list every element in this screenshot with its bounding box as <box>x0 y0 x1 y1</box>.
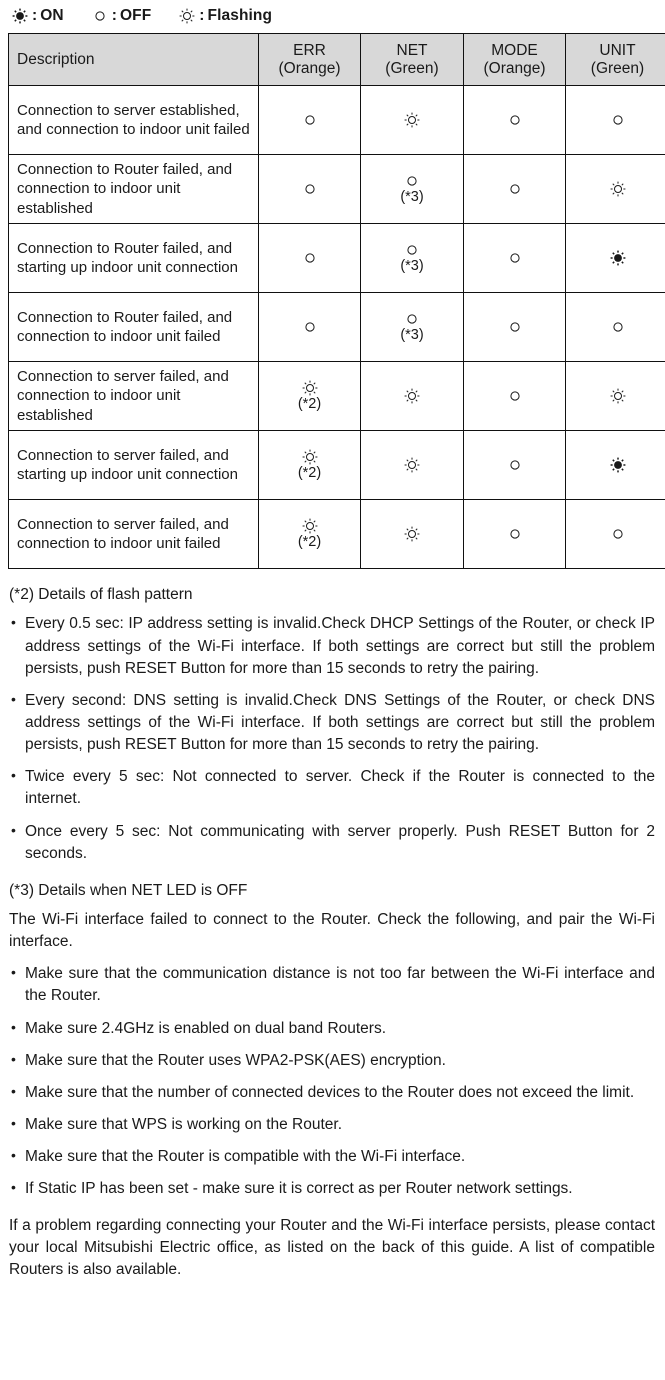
table-row <box>9 362 665 431</box>
led-flashing-icon <box>179 8 195 24</box>
row-description: Connection to Router failed, and connection to indoor unit failed <box>9 293 259 362</box>
led-footnote-marker: (*2) <box>297 395 322 412</box>
bullet-item: • If Static IP has been set - make sure it is correct as per Router network settings. <box>9 1178 655 1200</box>
led-status-indicator <box>361 112 463 128</box>
led-status-cell <box>464 362 566 431</box>
led-off-icon <box>92 8 108 24</box>
led-footnote-marker: (*3) <box>400 326 424 343</box>
note-3-closing: If a problem regarding connecting your Router and the Wi-Fi interface persists, please contact your local Mitsubishi Electric office, as listed on the back of this guide. A list of compatible Routers is also available. <box>9 1216 655 1278</box>
led-status-indicator <box>361 388 463 404</box>
table-header <box>9 34 665 86</box>
bullet-item: • Every 0.5 sec: IP address setting is invalid.Check DHCP Settings of the Router, or check IP address settings of the Wi-Fi interface. If both settings are correct but still the problem persists, push RESET Button for more than 15 seconds to retry the pairing. <box>9 613 655 679</box>
led-status-cell <box>259 155 361 224</box>
led-status-indicator <box>464 112 565 128</box>
table-body <box>9 86 665 569</box>
column-header-unit <box>566 34 665 86</box>
led-flashing-icon <box>610 181 626 197</box>
led-status-cell <box>566 362 665 431</box>
led-status-indicator <box>566 250 665 266</box>
led-status-cell <box>464 431 566 500</box>
led-status-indicator <box>259 449 360 481</box>
bullet-item: • Make sure that the communication distance is not too far between the Wi-Fi interface and the Router. <box>9 963 655 1007</box>
led-off-icon <box>610 526 626 542</box>
led-legend <box>0 0 665 31</box>
led-off-icon <box>507 388 523 404</box>
led-off-icon <box>507 181 523 197</box>
led-off-icon <box>404 311 420 327</box>
led-status-table <box>8 33 665 569</box>
note-3-intro: The Wi-Fi interface failed to connect to the Router. Check the following, and pair the Wi-Fi interface. <box>9 911 655 951</box>
led-status-indicator <box>259 380 360 412</box>
table-row <box>9 86 665 155</box>
led-off-icon <box>302 250 318 266</box>
column-header-mode <box>464 34 566 86</box>
led-status-indicator <box>464 181 565 197</box>
led-status-cell <box>566 500 665 569</box>
led-status-cell <box>361 431 464 500</box>
led-flashing-icon <box>404 526 420 542</box>
row-description: Connection to server failed, and starting up indoor unit connection <box>9 431 259 500</box>
led-status-indicator <box>566 181 665 197</box>
table-row <box>9 293 665 362</box>
column-header-title: ERR <box>293 42 326 59</box>
led-off-icon <box>507 319 523 335</box>
legend-separator: : <box>32 7 38 24</box>
bullet-item: • Make sure that the Router is compatible with the Wi-Fi interface. <box>9 1146 655 1168</box>
row-description: Connection to Router failed, and connection to indoor unit established <box>9 155 259 224</box>
led-status-indicator <box>259 319 360 335</box>
led-status-cell <box>259 293 361 362</box>
led-status-cell <box>361 224 464 293</box>
led-status-cell <box>259 224 361 293</box>
led-status-cell <box>361 500 464 569</box>
led-status-indicator <box>566 319 665 335</box>
led-status-cell <box>566 293 665 362</box>
led-footnote-marker: (*3) <box>400 188 424 205</box>
led-status-cell <box>464 500 566 569</box>
led-off-icon <box>507 112 523 128</box>
note-3-heading: (*3) Details when NET LED is OFF <box>9 881 248 899</box>
note-3-section <box>9 881 655 1281</box>
led-status-indicator <box>464 526 565 542</box>
led-status-cell <box>259 86 361 155</box>
led-status-indicator <box>259 250 360 266</box>
bullet-item: • Once every 5 sec: Not communicating with server properly. Push RESET Button for 2 seconds. <box>9 821 655 865</box>
led-status-cell <box>464 86 566 155</box>
led-off-icon <box>404 173 420 189</box>
led-flashing-icon <box>610 388 626 404</box>
row-description: Connection to server established, and connection to indoor unit failed <box>9 86 259 155</box>
column-header-subtitle: (Green) <box>385 59 439 77</box>
column-header-subtitle: (Green) <box>590 59 645 77</box>
led-footnote-marker: (*2) <box>297 533 322 550</box>
bullet-item: • Make sure 2.4GHz is enabled on dual band Routers. <box>9 1018 655 1040</box>
led-status-cell <box>566 155 665 224</box>
legend-label-off: OFF <box>119 7 152 24</box>
bullet-item: • Make sure that the number of connected devices to the Router does not exceed the limit. <box>9 1082 655 1104</box>
legend-item-flashing <box>179 7 272 25</box>
led-status-table-wrapper <box>8 33 656 569</box>
led-status-cell <box>464 224 566 293</box>
bullet-item: • Make sure that the Router uses WPA2-PSK(AES) encryption. <box>9 1050 655 1072</box>
led-status-cell <box>361 155 464 224</box>
column-header-description <box>9 34 259 86</box>
note-2-bullet-list <box>9 613 655 865</box>
led-off-icon <box>507 526 523 542</box>
led-status-indicator <box>566 388 665 404</box>
column-header-title: MODE <box>491 42 538 59</box>
legend-item-on <box>12 7 64 25</box>
led-status-cell <box>259 362 361 431</box>
led-off-icon <box>302 112 318 128</box>
led-status-cell <box>566 431 665 500</box>
led-status-cell <box>361 362 464 431</box>
led-off-icon <box>302 319 318 335</box>
legend-item-off <box>92 7 152 25</box>
led-status-indicator <box>464 250 565 266</box>
led-flashing-icon <box>404 112 420 128</box>
row-description: Connection to server failed, and connection to indoor unit established <box>9 362 259 431</box>
table-row <box>9 224 665 293</box>
bullet-item: • Every second: DNS setting is invalid.Check DNS Settings of the Router, or check DNS address settings of the Wi-Fi interface. If both settings are correct but still the problem persists, push RESET Button for more than 15 seconds to retry the pairing. <box>9 690 655 756</box>
legend-separator: : <box>111 7 117 24</box>
note-2-heading: (*2) Details of flash pattern <box>9 586 193 603</box>
led-status-indicator <box>259 518 360 550</box>
column-header-title: UNIT <box>599 42 636 59</box>
led-status-indicator <box>464 319 565 335</box>
led-on-icon <box>610 250 626 266</box>
led-footnote-marker: (*3) <box>400 257 424 274</box>
led-status-indicator <box>361 457 463 473</box>
row-description: Connection to Router failed, and starting up indoor unit connection <box>9 224 259 293</box>
led-flashing-icon <box>302 449 318 465</box>
led-on-icon <box>610 457 626 473</box>
led-off-icon <box>302 181 318 197</box>
led-flashing-icon <box>302 380 318 396</box>
led-status-indicator <box>259 181 360 197</box>
legend-label-flashing: Flashing <box>207 7 273 24</box>
table-header-row <box>9 34 665 86</box>
led-status-indicator <box>361 173 463 205</box>
led-status-indicator <box>464 457 565 473</box>
led-on-icon <box>12 8 28 24</box>
column-header-subtitle: (Orange) <box>278 59 341 77</box>
column-header-err <box>259 34 361 86</box>
led-footnote-marker: (*2) <box>297 464 322 481</box>
bullet-item: • Twice every 5 sec: Not connected to server. Check if the Router is connected to the internet. <box>9 766 655 810</box>
led-status-cell <box>361 293 464 362</box>
bullet-item: • Make sure that WPS is working on the Router. <box>9 1114 655 1136</box>
led-off-icon <box>610 112 626 128</box>
led-off-icon <box>610 319 626 335</box>
column-header-title: NET <box>396 42 428 59</box>
table-row <box>9 500 665 569</box>
led-status-indicator <box>566 526 665 542</box>
note-3-bullet-list <box>9 963 655 1200</box>
column-header-net <box>361 34 464 86</box>
led-status-cell <box>259 431 361 500</box>
column-header-title: Description <box>17 50 95 68</box>
row-description: Connection to server failed, and connection to indoor unit failed <box>9 500 259 569</box>
led-flashing-icon <box>302 518 318 534</box>
led-status-indicator <box>361 311 463 343</box>
led-status-indicator <box>566 112 665 128</box>
led-status-cell <box>566 224 665 293</box>
led-off-icon <box>404 242 420 258</box>
table-row <box>9 431 665 500</box>
led-status-cell <box>259 500 361 569</box>
led-status-indicator <box>566 457 665 473</box>
led-off-icon <box>507 457 523 473</box>
led-status-indicator <box>259 112 360 128</box>
legend-label-on: ON <box>40 7 64 24</box>
legend-separator: : <box>199 7 205 24</box>
led-off-icon <box>507 250 523 266</box>
table-row <box>9 155 665 224</box>
note-2-section <box>9 585 655 865</box>
led-flashing-icon <box>404 457 420 473</box>
led-flashing-icon <box>404 388 420 404</box>
led-status-cell <box>464 155 566 224</box>
led-status-indicator <box>464 388 565 404</box>
led-status-indicator <box>361 526 463 542</box>
led-status-cell <box>361 86 464 155</box>
led-status-cell <box>566 86 665 155</box>
led-status-cell <box>464 293 566 362</box>
column-header-subtitle: (Orange) <box>483 59 546 77</box>
led-status-indicator <box>361 242 463 274</box>
